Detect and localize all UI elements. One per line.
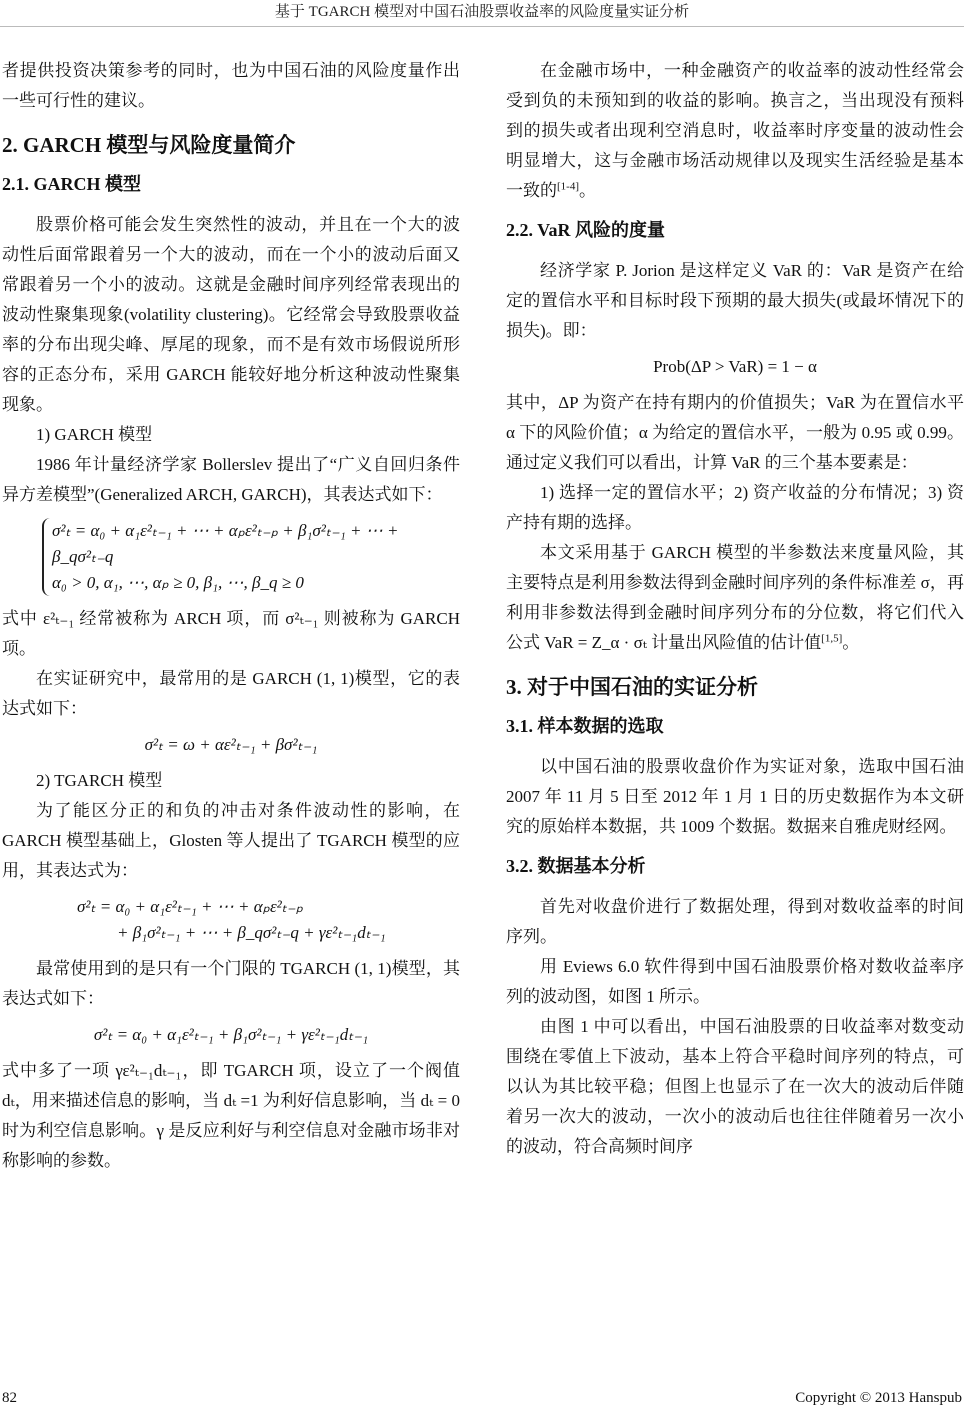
garch11-equation: σ²ₜ = ω + αε²ₜ₋₁ + βσ²ₜ₋₁ <box>144 735 318 754</box>
paragraph: 股票价格可能会发生突然性的波动，并且在一个大的波动性后面常跟着另一个大的波动，而在一个小的波动后面又常跟着另一个小的波动。这就是金融时间序列经常表现出的波动性聚集现象(volatility clustering)。它经常会导致股票收益率的分布出现尖峰、厚尾的现象，而不是有效市场假说所形容的正态分布，采用 GARCH 能较好地分析这种波动性聚集现象。 <box>2 215 460 414</box>
tgarch11-equation: σ²ₜ = α₀ + α₁ε²ₜ₋₁ + β₁σ²ₜ₋₁ + γε²ₜ₋₁dₜ₋₁ <box>93 1025 369 1044</box>
header-divider <box>0 26 964 27</box>
right-column <box>506 56 964 1162</box>
running-header: 基于 TGARCH 模型对中国石油股票收益率的风险度量实证分析 <box>274 4 690 20</box>
list-item-label: 2) TGARCH 模型 <box>36 771 163 790</box>
equation-line: σ²ₜ = α₀ + α₁ε²ₜ₋₁ + ⋯ + αₚε²ₜ₋ₚ + β₁σ²ₜ₋₁ + ⋯ + β_qσ²ₜ₋q <box>52 521 399 566</box>
paragraph <box>506 538 964 658</box>
section-heading: 2. GARCH 模型与风险度量简介 <box>2 133 296 157</box>
paragraph: 用 Eviews 6.0 软件得到中国石油股票价格对数收益率序列的波动图，如图 1 所示。 <box>506 957 964 1006</box>
subsection-heading: 2.2. VaR 风险的度量 <box>506 220 666 240</box>
citation: [1,5] <box>821 632 843 645</box>
paragraph: 为了能区分正的和负的冲击对条件波动性的影响，在 GARCH 模型基础上，Glosten 等人提出了 TGARCH 模型的应用，其表达式为： <box>2 801 460 880</box>
list-item-label: 1) GARCH 模型 <box>36 425 153 444</box>
equation-line: α₀ > 0, α₁, ⋯, αₚ ≥ 0, β₁, ⋯, β_q ≥ 0 <box>52 573 304 592</box>
paragraph: 以中国石油的股票收盘价作为实证对象，选取中国石油 2007 年 11 月 5 日至 2012 年 1 月 1 日的历史数据作为本文研究的原始样本数据，共 1009 个数据。数据来自雅虎财经网。 <box>506 757 964 836</box>
copyright-notice: Copyright © 2013 Hanspub <box>795 1390 962 1406</box>
paragraph: 1986 年计量经济学家 Bollerslev 提出了“广义自回归条件异方差模型”(Generalized ARCH, GARCH)，其表达式如下： <box>2 455 460 504</box>
paragraph: 式中多了一项 γε²ₜ₋₁dₜ₋₁，即 TGARCH 项，设立了一个阀值 dₜ，用来描述信息的影响，当 dₜ =1 为利好信息影响，当 dₜ = 0 时为利空信息影响。γ 是反应利好与利空信息对金融市场非对称影响的参数。 <box>2 1061 460 1170</box>
section-heading: 3. 对于中国石油的实证分析 <box>506 675 758 699</box>
subsection-heading: 2.1. GARCH 模型 <box>2 174 141 194</box>
left-column <box>2 56 460 1176</box>
tgarch-equation <box>2 894 460 946</box>
paragraph: 经济学家 P. Jorion 是这样定义 VaR 的：VaR 是资产在给定的置信水平和目标时段下预期的最大损失(或最坏情况下的损失)。即： <box>506 261 964 340</box>
garch-equation <box>2 518 460 596</box>
paragraph-text: 在金融市场中，一种金融资产的收益率的波动性经常会受到负的未预知到的收益的影响。换言之，当出现没有预料到的损失或者出现利空消息时，收益率时序变量的波动性会明显增大，这与金融市场活动规律以及现实生活经验是基本一致的 <box>506 61 964 200</box>
page-number: 82 <box>2 1390 17 1406</box>
equation-line: + β₁σ²ₜ₋₁ + ⋯ + β_qσ²ₜ₋q + γε²ₜ₋₁dₜ₋₁ <box>117 923 386 942</box>
subsection-heading: 3.2. 数据基本分析 <box>506 856 646 876</box>
paragraph: 者提供投资决策参考的同时，也为中国石油的风险度量作出一些可行性的建议。 <box>2 61 460 110</box>
paragraph: 式中 ε²ₜ₋₁ 经常被称为 ARCH 项，而 σ²ₜ₋₁ 则被称为 GARCH 项。 <box>2 609 460 658</box>
subsection-heading: 3.1. 样本数据的选取 <box>506 716 664 736</box>
paragraph: 首先对收盘价进行了数据处理，得到对数收益率的时间序列。 <box>506 897 964 946</box>
citation: [1-4] <box>557 180 579 193</box>
paragraph: 在实证研究中，最常用的是 GARCH (1, 1)模型，它的表达式如下： <box>2 669 460 718</box>
paragraph: 由图 1 中可以看出，中国石油股票的日收益率对数变动围绕在零值上下波动，基本上符合平稳时间序列的特点，可以认为其比较平稳；但图上也显示了在一次大的波动后伴随着另一次大的波动，一次小的波动后也往往伴随着另一次小的波动，符合高频时间序 <box>506 1017 964 1156</box>
var-equation: Prob(ΔP > VaR) = 1 − α <box>653 357 817 376</box>
paragraph-end: 。 <box>579 181 596 200</box>
paragraph: 1) 选择一定的置信水平；2) 资产收益的分布情况；3) 资产持有期的选择。 <box>506 483 964 532</box>
paragraph-end: 。 <box>842 633 860 652</box>
paragraph <box>506 56 964 206</box>
equation-line: σ²ₜ = α₀ + α₁ε²ₜ₋₁ + ⋯ + αₚε²ₜ₋ₚ <box>77 897 304 916</box>
paragraph: 最常使用到的是只有一个门限的 TGARCH (1, 1)模型，其表达式如下： <box>2 959 460 1008</box>
paragraph-text: 本文采用基于 GARCH 模型的半参数法来度量风险，其主要特点是利用参数法得到金融时间序列的条件标准差 σ，再利用非参数法得到金融时间序列分布的分位数，将它们代入公式 VaR = Z_α · σₜ 计量出风险值的估计值 <box>506 543 964 652</box>
paragraph: 其中，ΔP 为资产在持有期内的价值损失；VaR 为在置信水平 α 下的风险价值；α 为给定的置信水平，一般为 0.95 或 0.99。通过定义我们可以看出，计算 VaR 的三个基本要素是： <box>506 393 964 472</box>
